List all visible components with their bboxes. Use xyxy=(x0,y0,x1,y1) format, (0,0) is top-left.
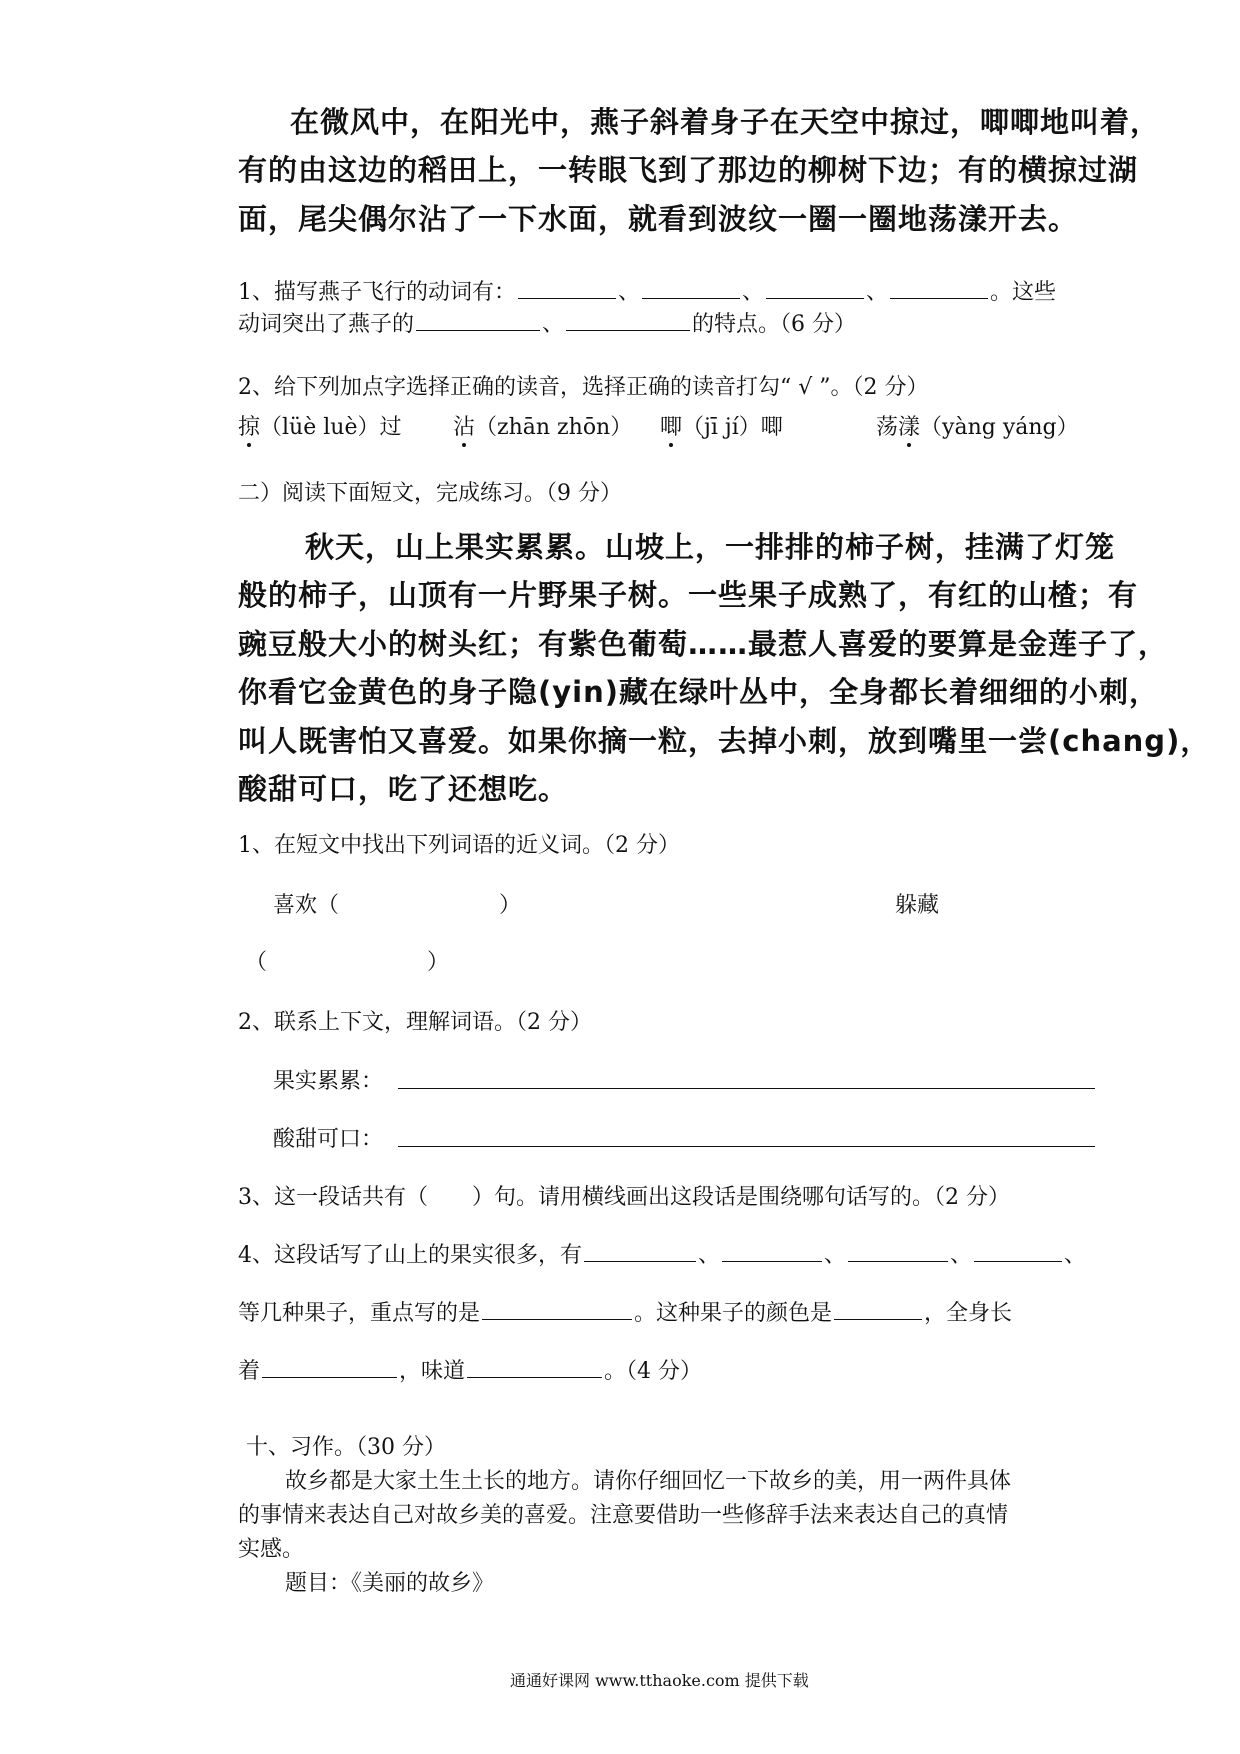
s2q2-term1: 果实累累： xyxy=(273,1069,384,1094)
answer-blank[interactable] xyxy=(722,1239,822,1262)
pinyin-item-3 xyxy=(660,410,783,441)
s2q4-line2-c: ，全身长 xyxy=(924,1301,1013,1326)
pinyin-item-1 xyxy=(238,410,401,441)
s2q4-line3 xyxy=(238,1354,702,1385)
q1-suffix1: 。这些 xyxy=(990,280,1057,305)
s2q4-line2-b: 。这种果子的颜色是 xyxy=(634,1301,833,1326)
answer-blank[interactable] xyxy=(482,1297,632,1320)
section10-line3: 实感。 xyxy=(238,1537,305,1562)
s2q2-term2: 酸甜可口： xyxy=(273,1127,384,1152)
q2-instruction: 2、给下列加点字选择正确的读音，选择正确的读音打勾“ √ ”。（2 分） xyxy=(238,375,929,400)
passage1-line3: 面，尾尖偶尔沾了一下水面，就看到波纹一圈一圈地荡漾开去。 xyxy=(238,202,1079,236)
section10-line2: 的事情来表达自己对故乡美的喜爱。注意要借助一些修辞手法来表达自己的真情 xyxy=(238,1503,1009,1528)
s2q4-line2 xyxy=(238,1296,1012,1327)
passage2-line6: 酸甜可口，吃了还想吃。 xyxy=(238,772,569,806)
section10-heading: 十、习作。（30 分） xyxy=(246,1435,446,1460)
pinyin-options[interactable]: （lüè luè） xyxy=(260,415,380,440)
answer-blank[interactable] xyxy=(518,276,616,299)
s2q4-line3-b: ，味道 xyxy=(399,1359,466,1384)
paren-open: （ xyxy=(245,950,268,975)
section10-title: 题目：《美丽的故乡》 xyxy=(285,1571,495,1596)
answer-blank[interactable] xyxy=(766,276,864,299)
separator: 、 xyxy=(1064,1243,1087,1268)
answer-blank[interactable] xyxy=(834,1297,922,1320)
separator: 、 xyxy=(866,280,889,305)
page-footer: 通通好课网 www.tthaoke.com 提供下载 xyxy=(510,1671,809,1690)
s2q4-line1 xyxy=(238,1238,1086,1269)
q1-line2 xyxy=(238,307,856,338)
answer-blank[interactable] xyxy=(974,1239,1062,1262)
pinyin-options[interactable]: （jī jí） xyxy=(682,415,761,440)
q1-line2-prefix: 动词突出了燕子的 xyxy=(238,312,415,337)
s2q1-word2: 躲藏 xyxy=(895,893,940,918)
passage2-line4: 你看它金黄色的身子隐(yin)藏在绿叶丛中，全身都长着细细的小刺， xyxy=(238,675,1159,709)
passage1-line1: 在微风中，在阳光中，燕子斜着身子在天空中掠过，唧唧地叫着， xyxy=(290,105,1161,139)
s2q1-item2 xyxy=(245,945,449,976)
dotted-char: 唧 xyxy=(660,410,682,441)
section10-line1: 故乡都是大家土生土长的地方。请你仔细回忆一下故乡的美，用一两件具体 xyxy=(285,1469,1012,1494)
section2-heading: 二）阅读下面短文，完成练习。（9 分） xyxy=(238,481,622,506)
passage1-line2: 有的由这边的稻田上，一转眼飞到了那边的柳树下边；有的横掠过湖 xyxy=(238,153,1139,187)
separator: 、 xyxy=(824,1243,847,1268)
s2q4-prefix: 4、这段话写了山上的果实很多，有 xyxy=(238,1243,582,1268)
pinyin-item-4 xyxy=(876,410,1079,441)
s2q4-line2-a: 等几种果子，重点写的是 xyxy=(238,1301,481,1326)
answer-blank[interactable] xyxy=(566,308,690,331)
pinyin-options[interactable]: （zhān zhōn） xyxy=(475,415,633,440)
answer-blank[interactable] xyxy=(642,276,740,299)
word-label: 喜欢 xyxy=(273,893,318,918)
answer-blank[interactable] xyxy=(416,308,540,331)
s2q3-text: 3、这一段话共有（ ）句。请用横线画出这段话是围绕哪句话写的。（2 分） xyxy=(238,1185,1010,1210)
item-tail: 唧 xyxy=(760,415,783,440)
passage2-line5: 叫人既害怕又喜爱。如果你摘一粒，去掉小刺，放到嘴里一尝(chang)， xyxy=(238,724,1211,758)
separator: 、 xyxy=(618,280,641,305)
passage2-line2: 般的柿子，山顶有一片野果子树。一些果子成熟了，有红的山楂；有 xyxy=(238,578,1139,612)
separator: 、 xyxy=(698,1243,721,1268)
answer-line[interactable] xyxy=(398,1146,1095,1147)
s2q1-item1 xyxy=(273,888,521,919)
dotted-char: 沾 xyxy=(453,410,475,441)
separator: 、 xyxy=(950,1243,973,1268)
passage2-line3: 豌豆般大小的树头红；有紫色葡萄……最惹人喜爱的要算是金莲子了， xyxy=(238,627,1169,661)
pinyin-item-2 xyxy=(453,410,632,441)
s2q2-instruction: 2、联系上下文，理解词语。（2 分） xyxy=(238,1010,592,1035)
answer-blank[interactable] xyxy=(848,1239,948,1262)
answer-blank[interactable] xyxy=(584,1239,696,1262)
pinyin-options[interactable]: （yàng yáng） xyxy=(920,415,1079,440)
answer-blank[interactable] xyxy=(467,1355,602,1378)
separator: 、 xyxy=(542,312,565,337)
passage2-line1: 秋天，山上果实累累。山坡上，一排排的柿子树，挂满了灯笼 xyxy=(305,530,1116,564)
answer-line[interactable] xyxy=(398,1088,1095,1089)
q1-prefix: 1、描写燕子飞行的动词有： xyxy=(238,280,516,305)
item-tail: 过 xyxy=(379,415,402,440)
dotted-char: 掠 xyxy=(238,410,260,441)
s2q4-line3-c: 。（4 分） xyxy=(604,1359,703,1384)
paren-open: （ xyxy=(317,893,340,918)
paren-close: ） xyxy=(499,893,522,918)
dotted-char: 漾 xyxy=(898,410,920,441)
q1-line2-suffix: 的特点。（6 分） xyxy=(692,312,857,337)
s2q1-instruction: 1、在短文中找出下列词语的近义词。（2 分） xyxy=(238,833,680,858)
separator: 、 xyxy=(742,280,765,305)
q1-line1 xyxy=(238,275,1056,306)
paren-close: ） xyxy=(427,950,450,975)
item-pre: 荡 xyxy=(876,415,899,440)
answer-blank[interactable] xyxy=(262,1355,397,1378)
s2q4-line3-a: 着 xyxy=(238,1359,261,1384)
answer-blank[interactable] xyxy=(890,276,988,299)
